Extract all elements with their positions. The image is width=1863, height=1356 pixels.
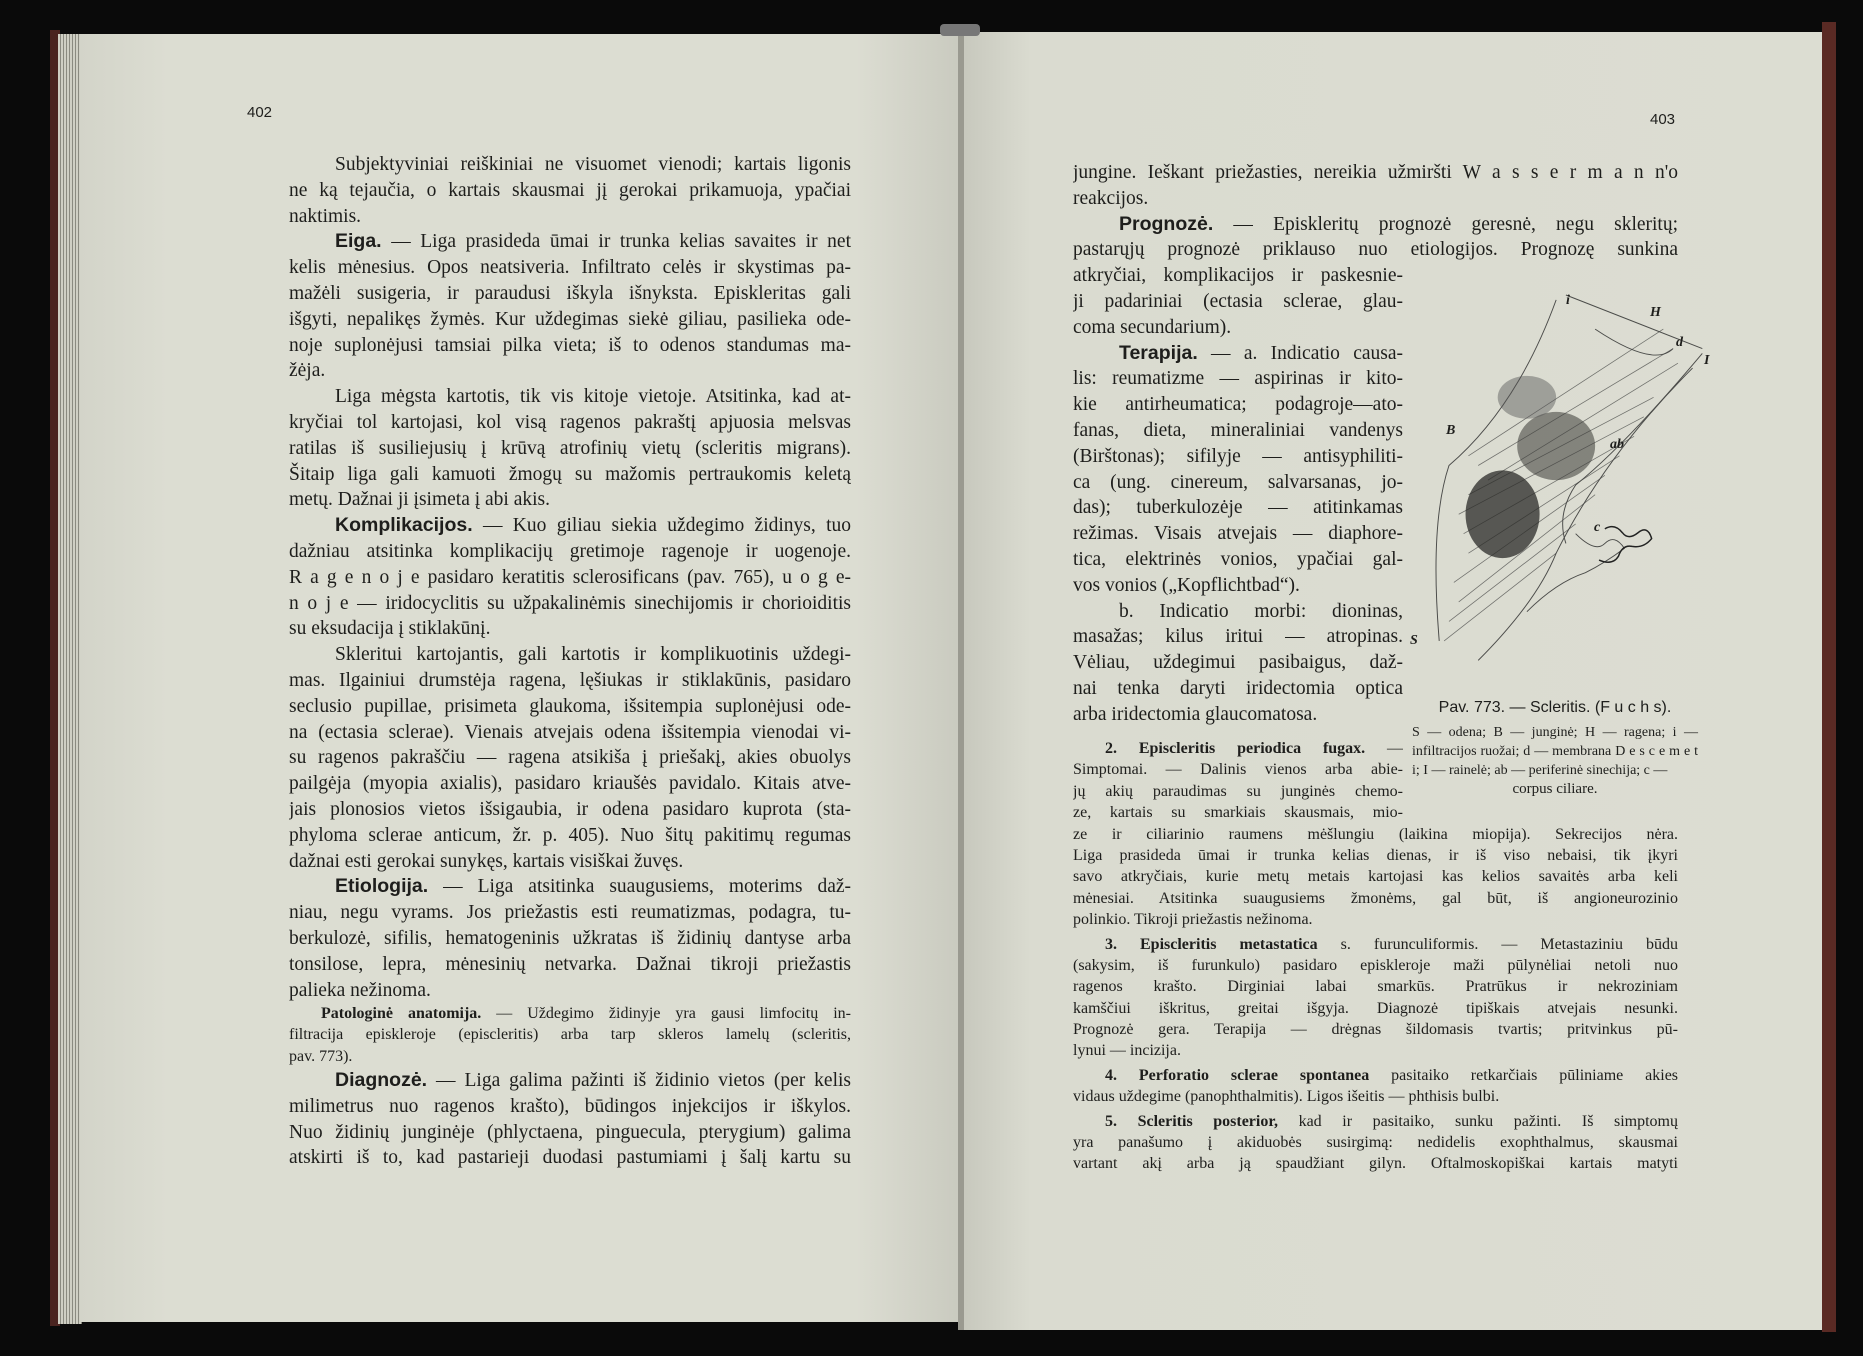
section-heading: Diagnozė. (335, 1069, 428, 1091)
text-line (289, 926, 851, 952)
text-line (1073, 263, 1403, 289)
figure-label-H: H (1650, 305, 1661, 320)
line-text: atkryčiai, komplikacijos ir paskesnie- (1073, 265, 1403, 287)
line-text: pav. 773). (289, 1047, 353, 1065)
text-line (289, 591, 851, 617)
line-text: yra panašumo į akiduobės susirgimą: nedidelis exophthalmus, skausmai (1073, 1134, 1678, 1152)
section-heading: 2. Episcleritis periodica fugax. (1105, 740, 1366, 757)
text-line (289, 1120, 851, 1146)
line-text: — Liga galima pažinti iš židinio vietos (per kelis (436, 1070, 851, 1091)
paragraph (289, 1003, 851, 1067)
text-line (289, 539, 851, 565)
line-text: režimas. Visais atvejais — diaphore- (1073, 523, 1403, 545)
paragraph (1073, 1111, 1678, 1175)
line-text: atskirti iš to, kad pastarieji duodasi pastumiami į šalį kartu su (289, 1147, 851, 1169)
line-text: Simptomai. — Dalinis vienos arba abie- (1073, 761, 1403, 779)
line-text: vartant akį arba ją spaudžiant gilyn. Oftalmoskopiškai kartais matyti (1073, 1155, 1678, 1173)
text-line (289, 900, 851, 926)
text-line (289, 668, 851, 694)
text-line (289, 849, 851, 875)
line-text: savo atkryčiais, kurie metų metais kartojasi kas kelios savaitės arba keli (1073, 868, 1678, 886)
text-line (289, 978, 851, 1004)
line-text: metų. Dažnai ji įsimeta į abi akis. (289, 489, 551, 511)
figure-caption-title: Pav. 773. — Scleritis. (F u c h s). (1438, 699, 1672, 716)
line-text: jais plonosios vietos išsigaubia, ir odena pasidaro kuprota (sta- (289, 798, 851, 820)
left-diagnosis-text (289, 1068, 851, 1171)
text-line (289, 152, 851, 178)
figure-label-i: i (1566, 293, 1570, 308)
text-line (1073, 444, 1403, 470)
text-line (1073, 573, 1403, 599)
line-text: — Liga prasideda ūmai ir trunka kelias savaites ir net (391, 231, 851, 253)
paragraph (289, 152, 851, 229)
line-text: pastarųjų prognozė priklauso nuo etiologijos. Prognozę sunkina (1073, 239, 1678, 261)
text-line (289, 745, 851, 771)
line-text: — a. Indicatio causa- (1211, 342, 1403, 364)
line-text: lis: reumatizme — aspirinas ir kito- (1073, 368, 1403, 390)
text-line (289, 616, 851, 642)
section-heading: Etiologija. (335, 875, 429, 898)
text-line (289, 462, 851, 488)
figure-label-c: c (1594, 520, 1601, 535)
text-line (289, 1046, 851, 1067)
text-line (289, 281, 851, 307)
text-line (1073, 976, 1678, 997)
text-line (289, 384, 851, 410)
line-text: polinkio. Tikroji priežastis nežinoma. (1073, 911, 1313, 929)
line-text: kryčiai tol kartojasi, kol visą ragenos pakraštį apjuosia melsvas (289, 411, 851, 433)
line-text: išgyti, nepalikęs žymės. Kur uždegimas siekė giliau, pasilieka ode- (289, 308, 851, 330)
section-heading: Patologinė anatomija. (321, 1005, 482, 1022)
line-text: Nuo židinių junginėje (phlyctaena, pinguecula, pterygium) galima (289, 1121, 851, 1143)
text-line (1073, 866, 1678, 887)
text-line (289, 823, 851, 849)
text-line (1073, 212, 1678, 238)
text-line (1073, 676, 1403, 702)
line-text: R a g e n o j e pasidaro keratitis sclerosificans (pav. 765), u o g e- (289, 566, 851, 588)
text-line (289, 410, 851, 436)
text-line (1073, 237, 1678, 263)
text-line (1073, 1132, 1678, 1153)
text-line (1073, 547, 1403, 573)
paragraph (289, 229, 851, 384)
line-text: — Uždegimo židinyje yra gausi limfocitų in- (496, 1005, 851, 1022)
line-text: s. furunculiformis. — Metastaziniu būdu (1340, 935, 1678, 953)
paragraph (289, 1068, 851, 1171)
line-text: kelis mėnesius. Opos neatsiveria. Infiltrato celės ir skystimas pa- (289, 257, 851, 279)
scleritis-figure (1410, 285, 1714, 685)
line-text: milimetrus nuo ragenos krašto), būdingos injekcijos ir iškylos. (289, 1095, 851, 1117)
text-line (1073, 702, 1403, 728)
figure-label-d: d (1676, 335, 1683, 350)
line-text: jų akių paraudimas su junginės chemo- (1073, 782, 1403, 800)
left-pathology-note (289, 1003, 851, 1070)
line-text: palieka nežinoma. (289, 979, 431, 1001)
text-line (289, 1024, 851, 1045)
text-line (1073, 998, 1678, 1019)
line-text: (sakysim, iš furunkulo) pasidaro episkleroje maži pūlynėliai netoli nuo (1073, 956, 1678, 974)
section-heading: 5. Scleritis posterior, (1105, 1112, 1278, 1130)
line-text: ji padariniai (ectasia sclerae, glau- (1073, 290, 1403, 312)
line-text: pasitaiko retkarčiais pūliniame akies (1391, 1066, 1678, 1084)
line-text: filtracija episkleroje (episcleritis) arba tarp skleros lamelų (scleritis, (289, 1026, 851, 1044)
text-line (289, 952, 851, 978)
text-line (1073, 934, 1678, 955)
paragraph (289, 513, 851, 642)
line-text: dažnai esti gerokai sunykęs, kartais visiškai žuvęs. (289, 850, 684, 872)
text-line (1073, 738, 1403, 759)
text-line (1073, 845, 1678, 866)
line-text: das); tuberkulozėje — atitinkamas (1073, 497, 1403, 519)
line-text: reakcijos. (1073, 187, 1149, 209)
line-text: pailgėja (myopia axialis), pasidaro kriaušės pavidalo. Kitais atve- (289, 773, 851, 795)
text-line (1073, 160, 1678, 186)
text-line (1073, 824, 1678, 845)
text-line (1073, 289, 1403, 315)
text-line (1073, 521, 1403, 547)
line-text: kad ir pasitaiko, sunku pažinti. Iš simptomų (1298, 1112, 1678, 1130)
text-line (1073, 599, 1403, 625)
line-text: vos vonios („Kopflichtbad“). (1073, 574, 1300, 596)
section-heading: Eiga. (335, 230, 382, 253)
page-stack-edge (58, 34, 82, 1324)
section-heading: Prognozė. (1119, 212, 1214, 235)
line-text: fanas, dieta, mineraliniai vandenys (1073, 419, 1403, 441)
paragraph (1073, 1065, 1678, 1108)
line-text: dažniau atsitinka komplikacijų gretimoje ragenoje ir uogenoje. (289, 540, 851, 562)
section-heading: Terapija. (1119, 341, 1198, 364)
text-line (1073, 366, 1403, 392)
line-text: ze ir ciliarinio raumens mėšlungiu (laikina miopija). Sekrecijos nėra. (1073, 825, 1678, 843)
section-heading: 4. Perforatio sclerae spontanea (1105, 1066, 1370, 1084)
line-text: — Kuo giliau siekia uždegimo židinys, tuo (482, 515, 851, 537)
line-text: (Birštonas); sifilyje — antisyphiliti- (1073, 445, 1403, 467)
line-text: jungine. Ieškant priežasties, nereikia užmiršti W a s s e r m a n n'o (1073, 162, 1678, 183)
line-text: noje suplonėjusi tamsiai pilka vieta; iš to odenos standumas ma- (289, 334, 851, 356)
line-text: Skleritui kartojantis, gali kartotis ir komplikuotinis uždegi- (335, 644, 851, 666)
text-line (1073, 909, 1678, 930)
line-text: mėnesiai. Atsitinka suaugusiems žmonėms, gal būt, iš angioneurozinio (1073, 889, 1678, 907)
figure-caption-legend: S — odena; B — junginė; H — ragena; i — infiltracijos ruožai; d — membrana D e s c e m e t i; I — rainelė; ab — periferinė sinechija; c — (1412, 725, 1698, 778)
book-gutter (958, 30, 964, 1330)
text-line (1073, 650, 1403, 676)
text-line (1073, 1153, 1678, 1174)
line-text: coma secundarium). (1073, 316, 1232, 338)
line-text: tonsilose, lepra, mėnesinių netvarka. Dažnai tikroji priežastis (289, 953, 851, 975)
text-line (289, 720, 851, 746)
text-line (289, 642, 851, 668)
line-text: ne ką tejaučia, o kartais skausmai jį gerokai prikamuoja, ypačiai (289, 179, 851, 201)
line-text: su eksudacija į stiklakūnį. (289, 618, 491, 640)
text-line (289, 204, 851, 230)
text-line (289, 797, 851, 823)
line-text: — Liga atsitinka suaugusiems, moterims daž- (443, 876, 851, 898)
line-text: vidaus uždegime (panophthalmitis). Ligos išeitis — phthisis bulbi. (1073, 1088, 1500, 1106)
line-text: Šitaip liga gali kamuoti žmogų su mažomis pertraukomis keletą (289, 463, 851, 485)
line-text: Subjektyviniai reiškiniai ne visuomet vienodi; kartais ligonis (335, 154, 851, 175)
text-line (1073, 888, 1678, 909)
line-text: na (ectasia sclerae). Vienais atvejais odena išsitempia vienodai vi- (289, 721, 851, 743)
text-line (1073, 495, 1403, 521)
line-text: mažėli susigeria, ir paraudusi iškyla išnyksta. Episkleritas gali (289, 282, 851, 304)
text-line (1073, 1019, 1678, 1040)
figure-label-ab: ab (1610, 437, 1624, 452)
figure-label-I: I (1704, 353, 1710, 368)
text-line (1073, 955, 1678, 976)
paragraph (289, 384, 851, 513)
text-line (1073, 781, 1403, 802)
line-text: su ragenos pakraščiu — ragena atsikiša į priešakį, akies obuolys (289, 747, 851, 769)
text-line (289, 513, 851, 539)
line-text: Prognozė gera. Terapija — drėgnas šildomasis tvartis; pritvinkus pū- (1073, 1021, 1678, 1039)
page-number-right: 403 (1650, 111, 1676, 128)
line-text: mas. Ilgainiui drumstėja ragena, lęšiukas ir stiklakūnis, pasidaro (289, 669, 851, 691)
paragraph (1073, 160, 1678, 212)
text-line (289, 1094, 851, 1120)
text-line (289, 565, 851, 591)
figure-caption-last: corpus ciliare. (1512, 781, 1598, 797)
book-cover-edge-right (1822, 22, 1836, 1332)
line-text: žėja. (289, 360, 326, 382)
line-text: naktimis. (289, 205, 362, 227)
line-text: kamščiui iškritus, greitai išgyja. Diagnozė tipiškais atvejais nesunki. (1073, 999, 1678, 1017)
text-line (289, 487, 851, 513)
text-line (1073, 1086, 1678, 1107)
line-text: Vėliau, uždegimui pasibaigus, daž- (1073, 652, 1403, 674)
text-line (1073, 418, 1403, 444)
line-text: arba iridectomia glaucomatosa. (1073, 703, 1318, 725)
text-line (1073, 315, 1403, 341)
line-text: n o j e — iridocyclitis su užpakalinėmis sinechijomis ir chorioiditis (289, 592, 851, 614)
binding-clip (940, 24, 980, 36)
line-text: nai tenka daryti iridectomia optica (1073, 677, 1403, 699)
text-line (1073, 759, 1403, 780)
line-text: — Episkleritų prognozė geresnė, negu skleritų; (1233, 213, 1678, 235)
text-line (289, 1145, 851, 1171)
page-number-left: 402 (247, 104, 273, 121)
text-line (1073, 470, 1403, 496)
line-text: phyloma sclerae anticum, žr. p. 405). Nuo šitų pakitimų regumas (289, 824, 851, 846)
line-text: seclusio pupillae, prisimeta glaukoma, išsitempia suplonėjusi ode- (289, 695, 851, 717)
text-line (289, 255, 851, 281)
paragraph (289, 874, 851, 1003)
text-line (1073, 341, 1403, 367)
scleritis-illustration (1410, 285, 1714, 685)
paragraph (1073, 934, 1678, 1062)
text-line (289, 771, 851, 797)
line-text: ca (ung. cinereum, salvarsanas, jo- (1073, 471, 1403, 493)
section-heading: Komplikacijos. (335, 514, 473, 537)
text-line (289, 1003, 851, 1024)
figure-caption (1412, 698, 1698, 799)
line-text: masažas; kilus iritui — atropinas. (1073, 626, 1403, 648)
text-line (1073, 624, 1403, 650)
text-line (1073, 802, 1403, 823)
line-text: ragenos krašto. Dirginiai labai smarkūs. Pratrūkus ir nekroziniam (1073, 978, 1678, 996)
section-heading: 3. Episcleritis metastatica (1105, 935, 1318, 953)
text-line (1073, 1040, 1678, 1061)
line-text: b. Indicatio morbi: dioninas, (1119, 600, 1403, 622)
text-line (289, 333, 851, 359)
text-line (1073, 392, 1403, 418)
left-main-text (289, 152, 851, 1003)
figure-label-S: S (1410, 633, 1418, 648)
text-line (289, 874, 851, 900)
text-line (1073, 1065, 1678, 1086)
right-small-text (1073, 738, 1678, 1178)
figure-label-B: B (1446, 423, 1456, 438)
text-line (289, 358, 851, 384)
text-line (289, 178, 851, 204)
line-text: Liga mėgsta kartotis, tik vis kitoje vietoje. Atsitinka, kad at- (335, 386, 851, 408)
line-text: Liga prasideda ūmai ir trunka kelias dienas, ir iš viso nebaisi, tik įkyri (1073, 846, 1678, 864)
text-line (289, 694, 851, 720)
line-text: kie antirheumatica; podagroje—ato- (1073, 394, 1403, 416)
line-text: — (1387, 740, 1403, 757)
text-line (1073, 1111, 1678, 1132)
text-line (289, 229, 851, 255)
line-text: lynui — incizija. (1073, 1042, 1181, 1060)
line-text: tica, elektrinės vonios, ypačiai gal- (1073, 548, 1403, 570)
paragraph (289, 642, 851, 874)
text-line (289, 307, 851, 333)
line-text: ze, kartais su smarkiais skausmais, mio- (1073, 804, 1403, 822)
text-line (289, 1068, 851, 1094)
text-line (1073, 186, 1678, 212)
line-text: ratilas iš susiliejusių į krūvą atrofinių vietų (scleritis migrans). (289, 437, 851, 459)
line-text: niau, negu vyrams. Jos priežastis esti reumatizmas, podagra, tu- (289, 902, 851, 924)
text-line (289, 436, 851, 462)
line-text: berkulozė, sifilis, hematogeninis užkratas iš židinių dantyse arba (289, 927, 851, 949)
